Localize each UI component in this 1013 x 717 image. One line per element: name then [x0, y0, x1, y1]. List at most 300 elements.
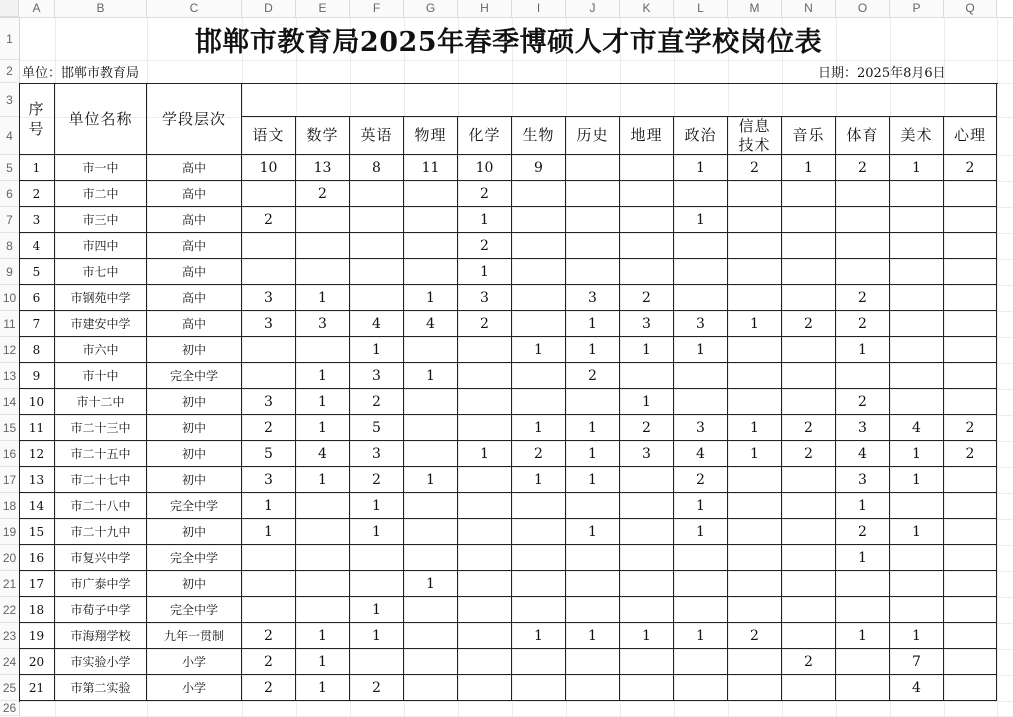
row-value[interactable]: 1 [674, 207, 728, 233]
row-seq[interactable]: 4 [19, 233, 55, 259]
row-value[interactable] [944, 259, 997, 285]
row-value[interactable] [728, 259, 782, 285]
row-value[interactable]: 3 [296, 311, 350, 337]
row-level[interactable]: 小学 [147, 675, 242, 701]
row-value[interactable]: 11 [404, 155, 458, 181]
row-header-4[interactable]: 4 [0, 117, 19, 155]
row-value[interactable]: 2 [350, 389, 404, 415]
row-level[interactable]: 完全中学 [147, 493, 242, 519]
row-value[interactable]: 2 [782, 441, 836, 467]
row-value[interactable] [458, 493, 512, 519]
header-subject-9[interactable]: 政治 [674, 117, 728, 155]
row-value[interactable] [944, 493, 997, 519]
row-value[interactable] [566, 545, 620, 571]
header-subject-6[interactable]: 生物 [512, 117, 566, 155]
row-value[interactable]: 1 [674, 493, 728, 519]
row-value[interactable] [404, 519, 458, 545]
column-header-p[interactable]: P [890, 0, 944, 17]
row-value[interactable]: 2 [782, 415, 836, 441]
row-value[interactable] [728, 337, 782, 363]
row-value[interactable]: 4 [674, 441, 728, 467]
column-header-q[interactable]: Q [944, 0, 997, 17]
row-seq[interactable]: 16 [19, 545, 55, 571]
row-value[interactable]: 3 [836, 467, 890, 493]
row-value[interactable]: 1 [836, 545, 890, 571]
row-seq[interactable]: 3 [19, 207, 55, 233]
row-value[interactable] [512, 285, 566, 311]
row-unit-name[interactable]: 市荀子中学 [55, 597, 147, 623]
row-value[interactable] [566, 155, 620, 181]
row-header-9[interactable]: 9 [0, 259, 19, 285]
row-value[interactable] [296, 493, 350, 519]
row-value[interactable] [620, 259, 674, 285]
row-value[interactable]: 3 [836, 415, 890, 441]
row-header-5[interactable]: 5 [0, 155, 19, 181]
row-seq[interactable]: 15 [19, 519, 55, 545]
row-value[interactable] [944, 233, 997, 259]
row-value[interactable]: 1 [404, 285, 458, 311]
row-level[interactable]: 高中 [147, 181, 242, 207]
row-value[interactable] [944, 545, 997, 571]
row-header-20[interactable]: 20 [0, 545, 19, 571]
row-value[interactable] [296, 597, 350, 623]
row-unit-name[interactable]: 市钢苑中学 [55, 285, 147, 311]
row-value[interactable] [404, 675, 458, 701]
row-header-6[interactable]: 6 [0, 181, 19, 207]
row-value[interactable]: 1 [404, 363, 458, 389]
row-value[interactable] [782, 571, 836, 597]
row-value[interactable]: 4 [836, 441, 890, 467]
row-value[interactable] [728, 493, 782, 519]
row-value[interactable]: 1 [566, 311, 620, 337]
row-value[interactable] [674, 259, 728, 285]
row-unit-name[interactable]: 市一中 [55, 155, 147, 181]
row-value[interactable] [566, 233, 620, 259]
row-unit-name[interactable]: 市二十八中 [55, 493, 147, 519]
row-header-21[interactable]: 21 [0, 571, 19, 597]
row-value[interactable] [890, 207, 944, 233]
row-value[interactable] [620, 233, 674, 259]
row-value[interactable] [782, 207, 836, 233]
row-value[interactable]: 3 [566, 285, 620, 311]
row-seq[interactable]: 21 [19, 675, 55, 701]
row-value[interactable] [566, 259, 620, 285]
row-value[interactable]: 1 [350, 597, 404, 623]
row-level[interactable]: 完全中学 [147, 363, 242, 389]
row-value[interactable] [512, 571, 566, 597]
row-header-22[interactable]: 22 [0, 597, 19, 623]
row-value[interactable]: 1 [512, 467, 566, 493]
column-header-a[interactable]: A [19, 0, 55, 17]
row-value[interactable]: 1 [296, 675, 350, 701]
row-value[interactable] [620, 597, 674, 623]
row-value[interactable] [944, 181, 997, 207]
row-seq[interactable]: 11 [19, 415, 55, 441]
row-value[interactable] [944, 623, 997, 649]
row-unit-name[interactable]: 市三中 [55, 207, 147, 233]
row-value[interactable]: 2 [296, 181, 350, 207]
row-header-15[interactable]: 15 [0, 415, 19, 441]
row-level[interactable]: 完全中学 [147, 597, 242, 623]
row-value[interactable] [728, 389, 782, 415]
row-unit-name[interactable]: 市二十五中 [55, 441, 147, 467]
row-value[interactable] [404, 545, 458, 571]
row-value[interactable]: 2 [836, 519, 890, 545]
row-value[interactable]: 4 [890, 415, 944, 441]
row-value[interactable] [404, 259, 458, 285]
row-value[interactable]: 1 [404, 571, 458, 597]
row-value[interactable] [296, 233, 350, 259]
row-value[interactable] [836, 259, 890, 285]
row-value[interactable] [782, 389, 836, 415]
row-value[interactable] [674, 675, 728, 701]
row-value[interactable] [404, 649, 458, 675]
row-unit-name[interactable]: 市海翔学校 [55, 623, 147, 649]
row-value[interactable]: 1 [836, 493, 890, 519]
row-value[interactable] [728, 571, 782, 597]
row-value[interactable] [458, 649, 512, 675]
row-value[interactable] [296, 259, 350, 285]
row-value[interactable] [728, 207, 782, 233]
row-level[interactable]: 完全中学 [147, 545, 242, 571]
column-header-l[interactable]: L [674, 0, 728, 17]
row-value[interactable]: 1 [458, 441, 512, 467]
row-value[interactable]: 1 [296, 649, 350, 675]
row-value[interactable]: 3 [620, 311, 674, 337]
row-value[interactable]: 1 [890, 623, 944, 649]
row-value[interactable]: 1 [458, 207, 512, 233]
row-level[interactable]: 初中 [147, 467, 242, 493]
row-header-11[interactable]: 11 [0, 311, 19, 337]
row-value[interactable] [242, 545, 296, 571]
row-value[interactable] [836, 181, 890, 207]
row-value[interactable] [242, 259, 296, 285]
row-value[interactable] [242, 233, 296, 259]
row-value[interactable] [620, 467, 674, 493]
row-value[interactable]: 2 [242, 415, 296, 441]
row-value[interactable] [296, 519, 350, 545]
row-value[interactable]: 2 [944, 441, 997, 467]
row-level[interactable]: 高中 [147, 259, 242, 285]
row-header-19[interactable]: 19 [0, 519, 19, 545]
row-value[interactable]: 2 [782, 649, 836, 675]
row-value[interactable]: 1 [350, 337, 404, 363]
header-subject-13[interactable]: 美术 [890, 117, 944, 155]
row-value[interactable] [728, 181, 782, 207]
row-value[interactable] [728, 675, 782, 701]
row-value[interactable] [512, 649, 566, 675]
row-value[interactable]: 1 [674, 155, 728, 181]
row-value[interactable]: 1 [350, 493, 404, 519]
row-value[interactable]: 1 [296, 415, 350, 441]
header-subject-11[interactable]: 音乐 [782, 117, 836, 155]
row-value[interactable] [512, 493, 566, 519]
row-value[interactable]: 2 [242, 623, 296, 649]
row-value[interactable] [944, 311, 997, 337]
row-unit-name[interactable]: 市二十三中 [55, 415, 147, 441]
row-value[interactable] [620, 363, 674, 389]
row-value[interactable] [944, 285, 997, 311]
row-value[interactable] [890, 493, 944, 519]
row-value[interactable] [944, 363, 997, 389]
row-value[interactable]: 2 [458, 181, 512, 207]
row-value[interactable] [674, 597, 728, 623]
row-header-23[interactable]: 23 [0, 623, 19, 649]
row-value[interactable] [944, 519, 997, 545]
row-value[interactable] [890, 181, 944, 207]
row-unit-name[interactable]: 市六中 [55, 337, 147, 363]
row-seq[interactable]: 9 [19, 363, 55, 389]
row-value[interactable] [350, 181, 404, 207]
row-seq[interactable]: 19 [19, 623, 55, 649]
row-value[interactable] [566, 493, 620, 519]
row-value[interactable]: 2 [728, 155, 782, 181]
row-value[interactable]: 2 [728, 623, 782, 649]
row-value[interactable]: 1 [566, 467, 620, 493]
row-value[interactable]: 7 [890, 649, 944, 675]
row-unit-name[interactable]: 市十二中 [55, 389, 147, 415]
row-value[interactable] [890, 285, 944, 311]
row-value[interactable]: 3 [350, 363, 404, 389]
row-value[interactable] [782, 675, 836, 701]
row-value[interactable]: 1 [242, 493, 296, 519]
row-seq[interactable]: 17 [19, 571, 55, 597]
row-value[interactable] [620, 649, 674, 675]
row-value[interactable]: 2 [242, 649, 296, 675]
row-value[interactable] [404, 493, 458, 519]
row-level[interactable]: 高中 [147, 207, 242, 233]
header-subject-10[interactable]: 信息技术 [728, 117, 782, 155]
row-value[interactable] [350, 571, 404, 597]
row-value[interactable]: 1 [728, 441, 782, 467]
row-value[interactable] [512, 675, 566, 701]
row-value[interactable]: 4 [404, 311, 458, 337]
row-value[interactable]: 1 [512, 415, 566, 441]
row-value[interactable]: 2 [242, 675, 296, 701]
row-value[interactable]: 4 [890, 675, 944, 701]
row-seq[interactable]: 2 [19, 181, 55, 207]
header-subject-14[interactable]: 心理 [944, 117, 997, 155]
row-value[interactable] [296, 207, 350, 233]
row-value[interactable]: 5 [350, 415, 404, 441]
row-value[interactable] [350, 285, 404, 311]
row-value[interactable]: 3 [620, 441, 674, 467]
row-value[interactable] [350, 545, 404, 571]
header-subject-3[interactable]: 英语 [350, 117, 404, 155]
column-header-e[interactable]: E [296, 0, 350, 17]
row-value[interactable] [458, 415, 512, 441]
row-value[interactable]: 1 [620, 623, 674, 649]
row-value[interactable] [836, 571, 890, 597]
row-value[interactable] [674, 363, 728, 389]
row-value[interactable] [566, 207, 620, 233]
row-value[interactable] [404, 337, 458, 363]
row-value[interactable] [782, 597, 836, 623]
row-value[interactable] [242, 337, 296, 363]
row-seq[interactable]: 8 [19, 337, 55, 363]
row-value[interactable] [728, 285, 782, 311]
row-header-25[interactable]: 25 [0, 675, 19, 701]
row-header-12[interactable]: 12 [0, 337, 19, 363]
column-header-j[interactable]: J [566, 0, 620, 17]
row-value[interactable]: 2 [566, 363, 620, 389]
row-value[interactable] [890, 571, 944, 597]
row-value[interactable] [404, 389, 458, 415]
row-value[interactable] [566, 675, 620, 701]
row-value[interactable]: 8 [350, 155, 404, 181]
row-value[interactable]: 3 [242, 467, 296, 493]
row-value[interactable]: 1 [242, 519, 296, 545]
row-value[interactable]: 1 [296, 285, 350, 311]
row-level[interactable]: 初中 [147, 415, 242, 441]
header-unit-name[interactable]: 单位名称 [55, 83, 147, 155]
row-value[interactable]: 13 [296, 155, 350, 181]
row-value[interactable] [944, 389, 997, 415]
row-value[interactable] [512, 259, 566, 285]
row-value[interactable] [566, 649, 620, 675]
row-value[interactable] [566, 389, 620, 415]
row-value[interactable] [296, 571, 350, 597]
row-unit-name[interactable]: 市复兴中学 [55, 545, 147, 571]
row-value[interactable] [944, 207, 997, 233]
column-header-h[interactable]: H [458, 0, 512, 17]
row-value[interactable] [674, 233, 728, 259]
row-value[interactable]: 1 [890, 441, 944, 467]
row-value[interactable] [620, 519, 674, 545]
row-unit-name[interactable]: 市建安中学 [55, 311, 147, 337]
row-value[interactable]: 1 [566, 519, 620, 545]
row-value[interactable]: 2 [458, 311, 512, 337]
row-value[interactable]: 2 [620, 285, 674, 311]
row-seq[interactable]: 14 [19, 493, 55, 519]
row-value[interactable] [782, 259, 836, 285]
row-value[interactable]: 2 [836, 155, 890, 181]
row-value[interactable] [620, 207, 674, 233]
row-seq[interactable]: 20 [19, 649, 55, 675]
row-value[interactable] [836, 649, 890, 675]
row-value[interactable] [944, 571, 997, 597]
header-subject-group[interactable] [242, 83, 997, 117]
row-value[interactable]: 1 [296, 389, 350, 415]
row-value[interactable]: 1 [296, 623, 350, 649]
row-value[interactable]: 1 [404, 467, 458, 493]
row-value[interactable] [242, 181, 296, 207]
row-value[interactable]: 1 [620, 389, 674, 415]
row-value[interactable] [350, 259, 404, 285]
row-value[interactable]: 1 [350, 623, 404, 649]
row-seq[interactable]: 18 [19, 597, 55, 623]
header-subject-12[interactable]: 体育 [836, 117, 890, 155]
row-value[interactable]: 1 [296, 363, 350, 389]
row-value[interactable]: 1 [512, 337, 566, 363]
row-header-10[interactable]: 10 [0, 285, 19, 311]
row-level[interactable]: 高中 [147, 155, 242, 181]
row-value[interactable] [944, 649, 997, 675]
row-value[interactable] [944, 467, 997, 493]
row-unit-name[interactable]: 市二十七中 [55, 467, 147, 493]
row-value[interactable] [674, 389, 728, 415]
row-unit-name[interactable]: 市十中 [55, 363, 147, 389]
header-seq[interactable]: 序号 [19, 83, 55, 155]
row-value[interactable] [512, 233, 566, 259]
row-value[interactable] [782, 181, 836, 207]
row-unit-name[interactable]: 市广泰中学 [55, 571, 147, 597]
row-header-26[interactable]: 26 [0, 701, 19, 716]
row-header-18[interactable]: 18 [0, 493, 19, 519]
row-value[interactable]: 2 [458, 233, 512, 259]
row-value[interactable] [674, 285, 728, 311]
row-value[interactable] [404, 623, 458, 649]
row-value[interactable] [782, 467, 836, 493]
row-value[interactable] [728, 597, 782, 623]
row-value[interactable] [728, 649, 782, 675]
column-header-o[interactable]: O [836, 0, 890, 17]
row-value[interactable]: 1 [566, 623, 620, 649]
row-value[interactable] [296, 337, 350, 363]
row-value[interactable] [404, 597, 458, 623]
row-value[interactable] [458, 675, 512, 701]
row-value[interactable] [620, 181, 674, 207]
row-level[interactable]: 初中 [147, 337, 242, 363]
row-value[interactable]: 1 [566, 415, 620, 441]
row-value[interactable]: 2 [944, 155, 997, 181]
row-value[interactable]: 1 [782, 155, 836, 181]
row-value[interactable] [458, 519, 512, 545]
column-header-f[interactable]: F [350, 0, 404, 17]
row-value[interactable]: 1 [512, 623, 566, 649]
row-value[interactable] [782, 233, 836, 259]
row-value[interactable]: 2 [350, 467, 404, 493]
row-value[interactable] [512, 207, 566, 233]
row-value[interactable] [620, 675, 674, 701]
row-seq[interactable]: 5 [19, 259, 55, 285]
row-seq[interactable]: 13 [19, 467, 55, 493]
row-value[interactable] [782, 545, 836, 571]
row-value[interactable] [404, 181, 458, 207]
column-header-g[interactable]: G [404, 0, 458, 17]
row-value[interactable] [458, 623, 512, 649]
row-value[interactable] [728, 545, 782, 571]
header-subject-7[interactable]: 历史 [566, 117, 620, 155]
row-value[interactable] [242, 597, 296, 623]
row-value[interactable] [350, 233, 404, 259]
row-value[interactable]: 5 [242, 441, 296, 467]
row-header-14[interactable]: 14 [0, 389, 19, 415]
row-value[interactable] [890, 597, 944, 623]
column-header-m[interactable]: M [728, 0, 782, 17]
row-value[interactable]: 10 [242, 155, 296, 181]
row-value[interactable] [944, 597, 997, 623]
row-level[interactable]: 九年一贯制 [147, 623, 242, 649]
row-value[interactable] [350, 207, 404, 233]
row-value[interactable] [782, 337, 836, 363]
row-value[interactable] [512, 181, 566, 207]
row-value[interactable]: 1 [890, 155, 944, 181]
row-unit-name[interactable]: 市四中 [55, 233, 147, 259]
row-value[interactable]: 3 [350, 441, 404, 467]
row-value[interactable] [836, 207, 890, 233]
row-value[interactable]: 3 [242, 311, 296, 337]
row-value[interactable]: 9 [512, 155, 566, 181]
row-value[interactable] [728, 467, 782, 493]
row-value[interactable]: 1 [728, 415, 782, 441]
row-value[interactable]: 2 [242, 207, 296, 233]
row-value[interactable]: 2 [620, 415, 674, 441]
row-value[interactable]: 2 [836, 389, 890, 415]
row-value[interactable] [782, 623, 836, 649]
row-value[interactable] [890, 233, 944, 259]
header-subject-2[interactable]: 数学 [296, 117, 350, 155]
